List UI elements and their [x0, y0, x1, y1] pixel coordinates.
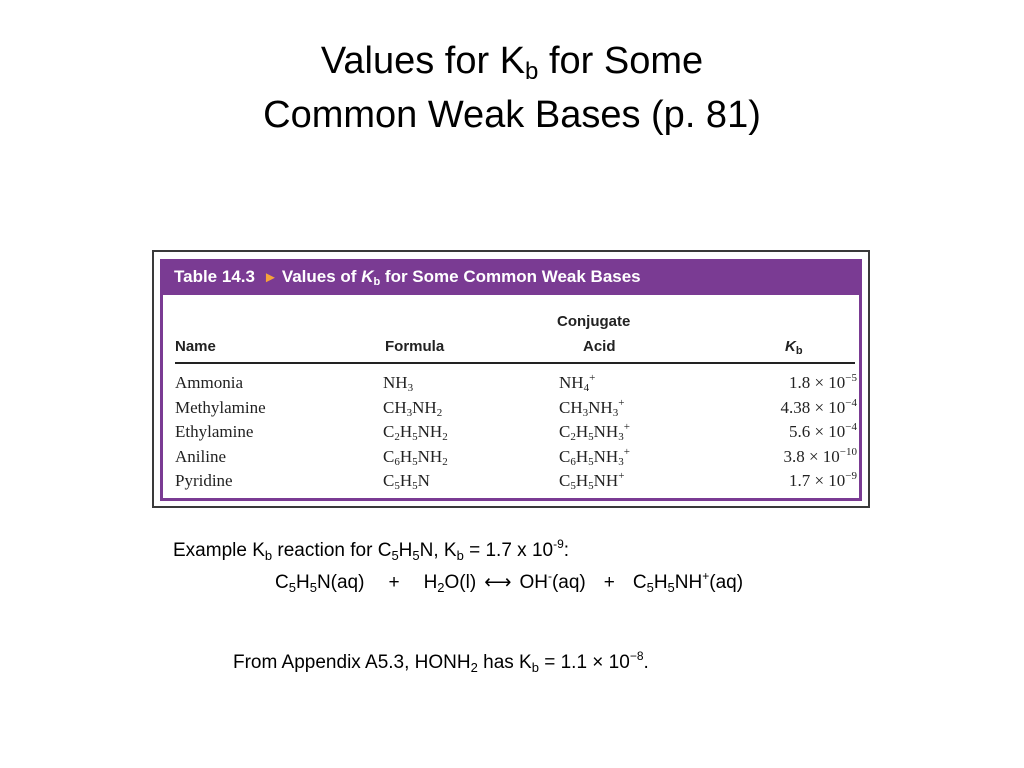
formula-subscript: 2: [570, 431, 576, 443]
example-intro: [173, 538, 569, 564]
kb-exponent: −4: [845, 396, 857, 409]
formula-element: H: [399, 446, 413, 466]
equation-sub: 2: [437, 580, 445, 595]
equation-sub: 5: [309, 580, 317, 595]
formula-element: N: [417, 471, 430, 490]
formula-subscript: 3: [406, 406, 413, 419]
formula-subscript: 6: [394, 455, 400, 468]
example-text: N, K: [419, 540, 457, 561]
equation-text: NH: [674, 572, 703, 593]
formula-subscript: 2: [442, 431, 448, 443]
kb-coefficient: 4.38: [780, 397, 811, 417]
header-kb: [785, 338, 803, 357]
cell-conjugate-acid: [559, 421, 630, 443]
table-image-frame: [152, 250, 870, 508]
equation-text: H: [423, 572, 438, 593]
example-sub: 5: [412, 548, 420, 563]
formula-charge: +: [623, 421, 630, 433]
appendix-text: has K: [477, 652, 532, 673]
kb-coefficient: 5.6: [788, 422, 811, 441]
equation-sup: +: [702, 569, 710, 583]
cell-name: Methylamine: [175, 397, 266, 417]
formula-subscript: 3: [618, 455, 624, 468]
formula-element: CH: [559, 397, 583, 417]
header-rule: [175, 362, 855, 364]
formula-element: C: [559, 422, 571, 441]
formula-element: C: [559, 471, 571, 490]
cell-name: Pyridine: [175, 471, 233, 490]
kb-times-ten: × 10: [810, 373, 846, 392]
kb-times-ten: × 10: [810, 422, 846, 441]
kb-times-ten: × 10: [810, 471, 846, 490]
example-text: = 1.7 x 10: [463, 540, 554, 561]
formula-subscript: 3: [612, 406, 619, 419]
formula-element: NH: [593, 471, 619, 490]
header-acid: Acid: [583, 338, 616, 355]
formula-element: CH: [383, 397, 407, 417]
equation-text: O(l): [444, 572, 477, 593]
table-panel: [160, 259, 862, 501]
cell-kb: [737, 372, 857, 394]
formula-element: H: [575, 446, 589, 466]
formula-subscript: 5: [412, 480, 418, 492]
formula-charge: +: [589, 372, 596, 384]
cell-kb: [737, 397, 857, 419]
caption-text: for Some Common Weak Bases: [380, 267, 641, 286]
cell-formula: [383, 470, 430, 492]
formula-charge: +: [618, 396, 625, 409]
example-text: H: [398, 540, 413, 561]
formula-element: C: [383, 446, 395, 466]
title-subscript: b: [525, 58, 539, 85]
title-line-1: [0, 34, 1024, 88]
cell-name: Aniline: [175, 446, 226, 466]
equation-plus: +: [388, 572, 400, 593]
equation-text: N(aq): [316, 572, 365, 593]
cell-formula: [383, 397, 442, 419]
example-sub: b: [264, 548, 273, 563]
kb-exponent: −5: [845, 372, 857, 384]
header-k-sub: b: [795, 345, 803, 357]
formula-element: H: [399, 471, 413, 490]
formula-subscript: 2: [394, 431, 400, 443]
header-formula: Formula: [385, 338, 445, 355]
formula-element: H: [575, 422, 589, 441]
equation-text: OH: [519, 572, 548, 593]
title-text: for Some: [538, 40, 704, 82]
appendix-sup: −8: [629, 649, 644, 663]
equation-sup: -: [547, 569, 552, 583]
formula-element: H: [575, 471, 589, 490]
formula-element: NH: [588, 397, 613, 417]
formula-element: NH: [417, 446, 443, 466]
appendix-sub: b: [531, 660, 539, 675]
cell-formula: [383, 446, 448, 468]
appendix-note: [233, 650, 649, 676]
example-equation: [275, 570, 743, 596]
example-text: reaction for C: [272, 540, 392, 561]
formula-element: NH: [559, 373, 584, 392]
formula-element: NH: [593, 422, 619, 441]
formula-subscript: 3: [582, 406, 589, 419]
formula-subscript: 5: [570, 480, 576, 492]
formula-subscript: 3: [618, 431, 624, 443]
formula-subscript: 5: [588, 455, 594, 468]
formula-subscript: 2: [442, 455, 448, 468]
kb-exponent: −9: [845, 470, 857, 482]
formula-subscript: 5: [588, 480, 594, 492]
equation-text: C: [632, 572, 647, 593]
kb-coefficient: 1.7: [788, 471, 811, 490]
equation-text: H: [653, 572, 668, 593]
cell-kb: [737, 446, 857, 468]
title-line-2: Common Weak Bases (p. 81): [263, 94, 761, 136]
kb-times-ten: × 10: [804, 446, 840, 466]
formula-subscript: 5: [412, 455, 418, 468]
formula-subscript: 5: [412, 431, 418, 443]
example-text: Example K: [173, 540, 265, 561]
formula-element: H: [399, 422, 413, 441]
cell-conjugate-acid: [559, 397, 624, 419]
example-text: :: [563, 540, 570, 561]
cell-kb: [737, 421, 857, 443]
equation-text: (aq): [709, 572, 744, 593]
formula-element: C: [383, 422, 395, 441]
formula-subscript: 5: [394, 480, 400, 492]
kb-exponent: −10: [839, 445, 857, 458]
cell-kb: [737, 470, 857, 492]
example-sub: b: [456, 548, 464, 563]
equation-sub: 5: [667, 580, 675, 595]
slide-title: [0, 34, 1024, 142]
appendix-sub: 2: [470, 660, 478, 675]
header-name: Name: [175, 338, 216, 355]
formula-element: NH: [383, 373, 408, 392]
kb-coefficient: 3.8: [783, 446, 805, 466]
cell-name: Ammonia: [175, 373, 243, 392]
equation-plus: +: [603, 572, 615, 593]
appendix-text: = 1.1 × 10: [538, 652, 630, 673]
title-text: Values for K: [320, 40, 526, 82]
formula-element: C: [559, 446, 571, 466]
header-k: K: [785, 338, 796, 355]
example-sup: -9: [553, 537, 564, 551]
cell-conjugate-acid: [559, 446, 630, 468]
equilibrium-arrow-icon: ⟷: [484, 572, 512, 593]
formula-subscript: 6: [570, 455, 576, 468]
formula-element: NH: [417, 422, 443, 441]
formula-element: NH: [593, 446, 619, 466]
header-conjugate: Conjugate: [557, 313, 631, 330]
kb-coefficient: 1.8: [788, 373, 811, 392]
equation-sub: 5: [646, 580, 654, 595]
formula-charge: +: [623, 445, 630, 458]
kb-times-ten: × 10: [810, 397, 846, 417]
formula-subscript: 5: [588, 431, 594, 443]
caption-k: K: [361, 267, 374, 286]
example-sub: 5: [391, 548, 399, 563]
formula-element: C: [383, 471, 395, 490]
equation-sub: 5: [288, 580, 296, 595]
table-caption: [160, 259, 862, 295]
cell-conjugate-acid: [559, 372, 595, 394]
cell-conjugate-acid: [559, 470, 624, 492]
caption-arrow-icon: ►: [262, 269, 278, 286]
cell-formula: [383, 372, 413, 394]
appendix-text: .: [643, 652, 649, 673]
kb-exponent: −4: [845, 421, 857, 433]
equation-text: (aq): [551, 572, 586, 593]
equation-text: C: [275, 572, 289, 593]
formula-element: NH: [412, 397, 437, 417]
formula-subscript: 2: [436, 406, 443, 419]
formula-charge: +: [618, 470, 625, 482]
cell-name: Ethylamine: [175, 422, 254, 441]
formula-subscript: 4: [583, 382, 590, 394]
equation-text: H: [295, 572, 310, 593]
caption-k-sub: b: [373, 276, 381, 288]
appendix-text: From Appendix A5.3, HONH: [233, 652, 471, 673]
caption-text: Values of: [281, 267, 362, 286]
formula-subscript: 3: [407, 382, 414, 394]
cell-formula: [383, 421, 448, 443]
table-number: Table 14.3: [174, 267, 255, 286]
